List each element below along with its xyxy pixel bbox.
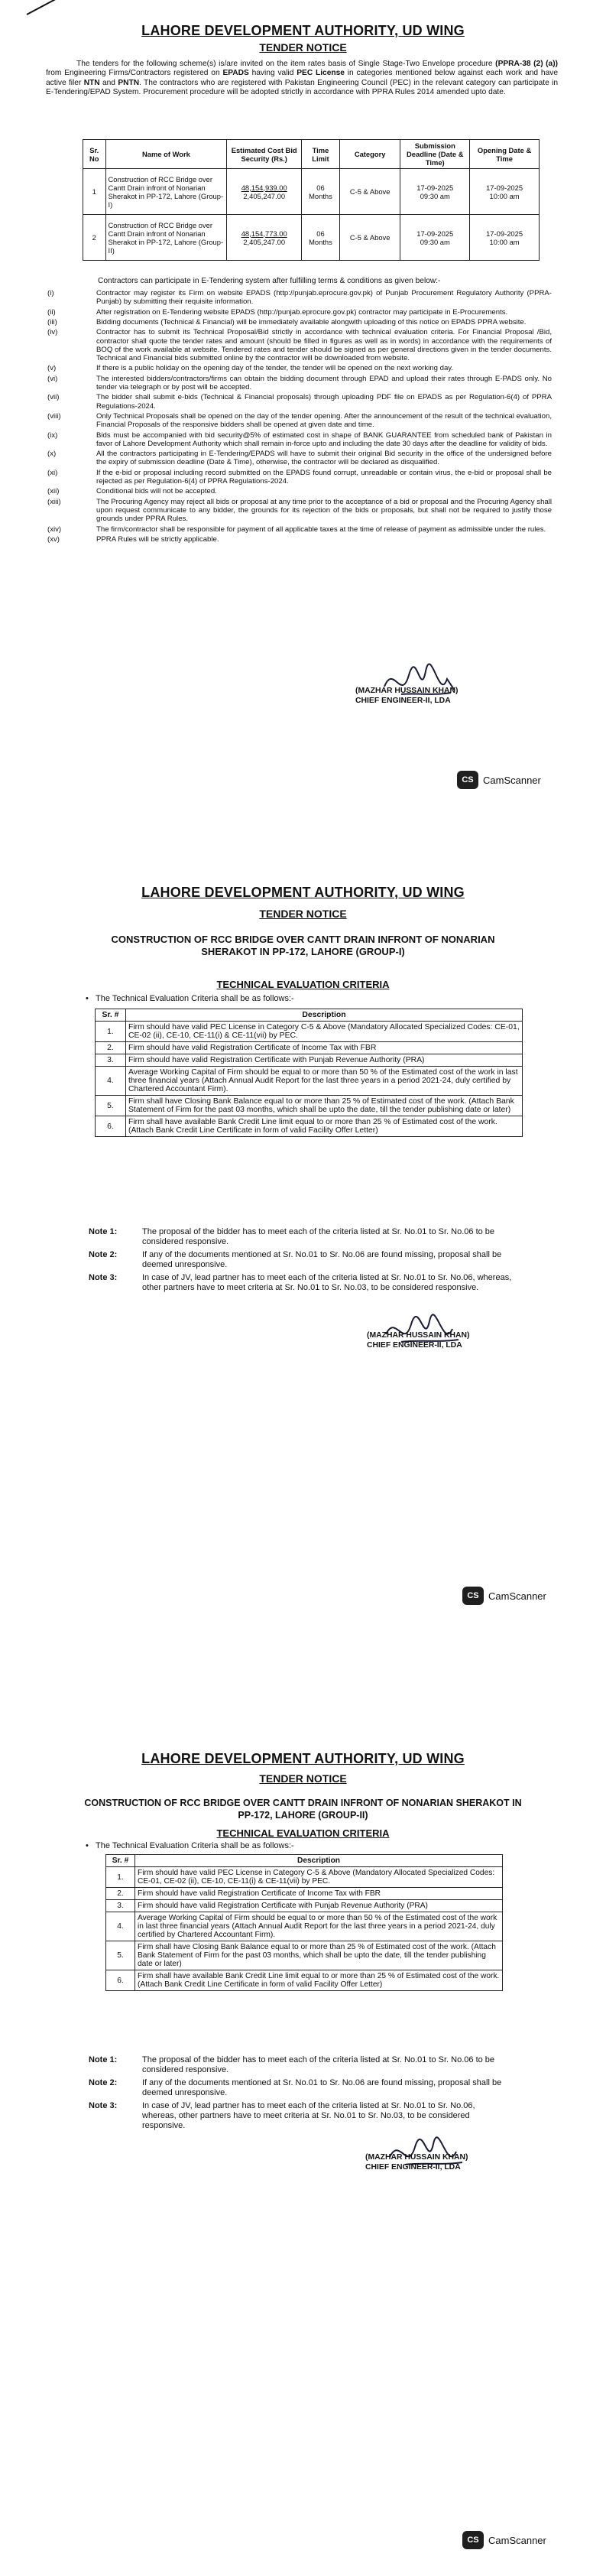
table-row [106, 1912, 503, 1941]
condition-item [47, 498, 552, 524]
notes-section [89, 2055, 509, 2134]
page-1 [0, 0, 606, 860]
table-row [96, 1022, 523, 1042]
criteria-description: Firm should have valid Registration Certificate of Income Tax with FBR [126, 1042, 523, 1054]
condition-item [47, 535, 552, 544]
note-label: Note 2: [89, 1250, 118, 1259]
page-title: LAHORE DEVELOPMENT AUTHORITY, UD WING [141, 885, 465, 900]
condition-item [47, 364, 552, 372]
condition-item [47, 412, 552, 429]
page-subtitle: TENDER NOTICE [259, 1772, 347, 1785]
criteria-number: 6. [106, 1970, 135, 1991]
criteria-number: 3. [106, 1900, 135, 1912]
table-row [106, 1900, 503, 1912]
table-row [96, 1067, 523, 1096]
condition-number: (xi) [47, 468, 58, 477]
criteria-number: 4. [96, 1067, 126, 1096]
signature-block [355, 687, 459, 706]
criteria-description: Firm should have valid Registration Certificate of Income Tax with FBR [135, 1888, 503, 1900]
th-sr: Sr. # [96, 1009, 126, 1022]
criteria-number: 1. [106, 1867, 135, 1888]
work-title: CONSTRUCTION OF RCC BRIDGE OVER CANTT DRAIN INFRONT OF NONARIAN SHERAKOT IN PP-172, LAHORE (GROUP-II) [84, 1798, 522, 1821]
condition-number: (vii) [47, 393, 60, 402]
tec-intro: • The Technical Evaluation Criteria shall be as follows:- [86, 1841, 294, 1850]
note-label: Note 3: [89, 2101, 118, 2110]
table-row [106, 1888, 503, 1900]
condition-item [47, 450, 552, 466]
condition-text: Bidding documents (Technical & Financial) will be immediately available alongwith uploading of this notice on EPADS PPRA website. [96, 317, 527, 326]
table-row: 2 Construction of RCC Bridge over Cantt Drain infront of Nonarian Sherakot in PP-172, Lahore (Group-II) 48,154,773.00 2,405,247.00 06 Months C-5 & Above 17-09-2025 09:30 am 17-09-2025 10:00 am [83, 215, 540, 261]
table-row [96, 1054, 523, 1067]
condition-item [47, 328, 552, 362]
th-sr: Sr. No [83, 140, 106, 169]
th-sr: Sr. # [106, 1855, 135, 1867]
condition-item [47, 431, 552, 448]
tec-table [105, 1854, 503, 1991]
note-item [89, 1227, 524, 1247]
criteria-description: Firm should have valid PEC License in Category C-5 & Above (Mandatory Allocated Specialized Codes: CE-01, CE-02 (ii), CE-10, CE-11(i) & CE-11(vii) by PEC. [126, 1022, 523, 1042]
camscanner-label: CamScanner [483, 774, 541, 786]
criteria-number: 2. [96, 1042, 126, 1054]
notes-section [89, 1227, 524, 1296]
camscanner-watermark [457, 771, 541, 789]
camscanner-logo-icon: CS [462, 2531, 484, 2549]
page-subtitle: TENDER NOTICE [259, 908, 347, 920]
note-item [89, 2101, 509, 2131]
signature-block [367, 1331, 470, 1350]
camscanner-logo-icon: CS [457, 771, 478, 789]
signature-block [365, 2153, 468, 2172]
table-row [106, 1867, 503, 1888]
table-row [96, 1042, 523, 1054]
criteria-number: 5. [106, 1941, 135, 1970]
condition-text: All the contractors participating in E-Tendering/EPADS will have to submit their original Bid security in the office of the undersigned before the expiry of submission deadline (Date & Time), otherwise, the contractor will be declared as disqualified. [96, 450, 552, 467]
condition-text: PPRA Rules will be strictly applicable. [96, 534, 219, 544]
condition-number: (ix) [47, 430, 58, 440]
condition-text: If the e-bid or proposal including record submitted on the EPADS found corrupt, unreadable or contain virus, the e-bid or proposal shall be rejected as per Regulation-6(4) of PPRA Regulations-2024. [96, 468, 552, 486]
condition-item [47, 318, 552, 326]
criteria-number: 3. [96, 1054, 126, 1067]
th-submission: Submission Deadline (Date & Time) [400, 140, 470, 169]
tec-intro: • The Technical Evaluation Criteria shall be as follows:- [86, 994, 294, 1003]
table-row [96, 1116, 523, 1137]
criteria-description: Firm should have valid Registration Certificate with Punjab Revenue Authority (PRA) [126, 1054, 523, 1067]
tender-table [83, 139, 540, 261]
criteria-description: Firm shall have Closing Bank Balance equal to or more than 25 % of Estimated cost of the work. (Attach Bank Statement of Firm for the past 03 months, which shall be upto the date, till the tender publishing date or later) [135, 1941, 503, 1970]
condition-number: (v) [47, 364, 57, 373]
criteria-number: 1. [96, 1022, 126, 1042]
criteria-description: Firm shall have available Bank Credit Line limit equal to or more than 25 % of Estimated cost of the work. (Attach Bank Credit Line Certificate in form of valid Facility Offer Letter) [135, 1970, 503, 1991]
th-category: Category [339, 140, 400, 169]
page-3 [0, 1720, 606, 2576]
camscanner-watermark [462, 2531, 546, 2549]
criteria-description: Firm shall have Closing Bank Balance equal to or more than 25 % of Estimated cost of the work. (Attach Bank Statement of Firm for the past 03 months, which shall be upto the date, till the tender publishing date or later) [126, 1096, 523, 1116]
note-text: The proposal of the bidder has to meet each of the criteria listed at Sr. No.01 to Sr. No.06 to be considered responsive. [142, 1227, 495, 1246]
condition-number: (xv) [47, 534, 60, 544]
th-description: Description [126, 1009, 523, 1022]
condition-item [47, 308, 552, 317]
signature-title: CHIEF ENGINEER-II, LDA [367, 1340, 462, 1350]
condition-text: After registration on E-Tendering website EPADS (http://punjab.eprocure.gov.pk) contractor may participate in E-Procurements. [96, 307, 508, 317]
condition-number: (xiii) [47, 497, 61, 506]
camscanner-logo-icon: CS [462, 1587, 484, 1605]
page-title: LAHORE DEVELOPMENT AUTHORITY, UD WING [141, 23, 465, 38]
th-work: Name of Work [105, 140, 227, 169]
condition-text: Contractor has to submit its Technical Proposal/Bid strictly in accordance with technical evaluation criteria. For Financial Proposal /Bid, contractor shall quote the tender rates and amount (should be filled in figures as well as in words) in accordance with the requirements of BOQ of the work available at website. Tendered rates and tender should be signed as per general directions given in the tender documents. Technical and Financial bids submitted online by the contractor will be downloaded from website. [96, 328, 552, 362]
criteria-description: Firm should have valid Registration Certificate with Punjab Revenue Authority (PRA) [135, 1900, 503, 1912]
camscanner-label: CamScanner [488, 1590, 546, 1602]
condition-text: Conditional bids will not be accepted. [96, 487, 217, 496]
tec-table [95, 1009, 523, 1137]
criteria-description: Firm should have valid PEC License in Category C-5 & Above (Mandatory Allocated Specialized Codes: CE-01, CE-02 (ii), CE-10, CE-11(i) & CE-11(vii) by PEC. [135, 1867, 503, 1888]
condition-item [47, 487, 552, 495]
th-description: Description [135, 1855, 503, 1867]
condition-number: (x) [47, 450, 57, 459]
condition-text: The bidder shall submit e-bids (Technical & Financial proposals) through uploading PDF file on EPADS as per Regulation-6(4) of PPRA Regulations-2024. [96, 393, 552, 411]
criteria-number: 2. [106, 1888, 135, 1900]
intro-paragraph: The tenders for the following scheme(s) is/are invited on the item rates basis of Single Stage-Two Envelope procedure (PPRA-38 (2) (a)) from Engineering Firms/Contractors registered on EPADS having valid PEC License in categories mentioned below against each work and have active filer NTN and PNTN. The contractors who are registered with Pakistan Engineering Council (PEC) in the relevant category can participate in E-Tendering/EPAD System. Procurement procedure will be adopted strictly in accordance with PPRA Rules 2014 amended upto date. [46, 60, 559, 96]
pen-stroke [27, 0, 115, 15]
criteria-number: 5. [96, 1096, 126, 1116]
condition-item [47, 469, 552, 486]
note-item [89, 1250, 524, 1270]
condition-text: Bids must be accompanied with bid security@5% of estimated cost in shape of BANK GUARANTEE from scheduled bank of Pakistan in favor of Lahore Development Authority which shall remain in-force upto and including the date 30 days after the deadline for validity of bids. [96, 430, 552, 448]
note-label: Note 2: [89, 2078, 118, 2087]
camscanner-label: CamScanner [488, 2534, 546, 2546]
criteria-number: 6. [96, 1116, 126, 1137]
condition-number: (vi) [47, 374, 58, 383]
signature-name: (MAZHAR HUSSAIN KHAN) [367, 1331, 470, 1340]
signature-title: CHIEF ENGINEER-II, LDA [355, 696, 451, 705]
criteria-description: Firm shall have available Bank Credit Line limit equal to or more than 25 % of Estimated cost of the work. (Attach Bank Credit Line Certificate in form of valid Facility Offer Letter) [126, 1116, 523, 1137]
camscanner-watermark [462, 1587, 546, 1605]
note-text: If any of the documents mentioned at Sr. No.01 to Sr. No.06 are found missing, proposal shall be deemed unresponsive. [142, 2078, 502, 2097]
th-cost: Estimated Cost Bid Security (Rs.) [227, 140, 302, 169]
note-text: In case of JV, lead partner has to meet each of the criteria listed at Sr. No.01 to Sr. No.06, whereas, other partners have to meet criteria at Sr. No.01 to Sr. No.03, to be considered responsive. [142, 2101, 475, 2130]
condition-text: Only Technical Proposals shall be opened on the day of the tender opening. After the announcement of the result of the technical evaluation, Financial Proposals of the responsive bidders shall be opened at given date and time. [96, 411, 552, 430]
table-row [96, 1096, 523, 1116]
condition-number: (xii) [47, 487, 60, 496]
condition-text: If there is a public holiday on the opening day of the tender, the tender will be opened on the next working day. [96, 364, 454, 373]
note-label: Note 1: [89, 1227, 118, 1236]
note-label: Note 3: [89, 1273, 118, 1282]
tec-title: TECHNICAL EVALUATION CRITERIA [216, 1827, 390, 1839]
note-text: If any of the documents mentioned at Sr. No.01 to Sr. No.06 are found missing, proposal shall be deemed unresponsive. [142, 1250, 502, 1269]
tec-title: TECHNICAL EVALUATION CRITERIA [216, 979, 390, 990]
condition-number: (iii) [47, 317, 57, 326]
condition-item [47, 289, 552, 306]
condition-text: The interested bidders/contractors/firms can obtain the bidding document through EPAD and upload their rates through E-PADS only. No tender via telegraph or by post will be accepted. [96, 374, 552, 391]
condition-number: (xiv) [47, 525, 62, 534]
criteria-description: Average Working Capital of Firm should be equal to or more than 50 % of the Estimated cost of the work in last three financial years (Attach Annual Audit Report for the last three years in a period 2021-24, duly certified by Chartered Accountant Firm). [135, 1912, 503, 1941]
table-row [106, 1970, 503, 1991]
criteria-description: Average Working Capital of Firm should be equal to or more than 50 % of the Estimated cost of the work in last three financial years (Attach Annual Audit Report for the last three years in a period 2021-24, duly certified by Chartered Accountant Firm). [126, 1067, 523, 1096]
th-opening: Opening Date & Time [470, 140, 540, 169]
note-text: The proposal of the bidder has to meet each of the criteria listed at Sr. No.01 to Sr. No.06 to be considered responsive. [142, 2055, 495, 2074]
condition-item [47, 525, 552, 534]
condition-item [47, 393, 552, 410]
condition-number: (iv) [47, 328, 58, 337]
page-subtitle: TENDER NOTICE [259, 41, 347, 54]
signature-title: CHIEF ENGINEER-II, LDA [365, 2162, 461, 2172]
conditions-list [47, 289, 552, 545]
conditions-heading: Contractors can participate in E-Tendering system after fulfilling terms & conditions as given below:- [98, 277, 441, 285]
page-title: LAHORE DEVELOPMENT AUTHORITY, UD WING [141, 1751, 465, 1766]
signature-name: (MAZHAR HUSSAIN KHAN) [355, 687, 459, 695]
page-2 [0, 860, 606, 1720]
th-time: Time Limit [301, 140, 339, 169]
condition-number: (viii) [47, 411, 61, 421]
condition-text: The Procuring Agency may reject all bids or proposal at any time prior to the acceptance of a bid or proposal and the Procuring Agency shall upon request communicate to any bidder, the grounds for its rejection of the bids or proposals, but shall not be required to justify those grounds under PPRA Rules. [96, 497, 552, 524]
condition-number: (i) [47, 289, 54, 297]
condition-number: (ii) [47, 307, 56, 317]
note-item [89, 2055, 509, 2075]
note-text: In case of JV, lead partner has to meet each of the criteria listed at Sr. No.01 to Sr. No.06, whereas, other partners have to meet criteria at Sr. No.01 to Sr. No.03, to be considered responsive. [142, 1273, 512, 1292]
work-title: CONSTRUCTION OF RCC BRIDGE OVER CANTT DRAIN INFRONT OF NONARIAN SHERAKOT IN PP-172, LAHORE (GROUP-I) [111, 934, 495, 957]
condition-text: Contractor may register its Firm on website EPADS (http://punjab.eprocure.gov.pk) of Punjab Procurement Regulatory Authority (PPRA-Punjab) by submitting their requisite information. [96, 289, 552, 307]
table-row [106, 1941, 503, 1970]
condition-text: The firm/contractor shall be responsible for payment of all applicable taxes at the time of release of payment as admissible under the rules. [96, 525, 546, 534]
table-row: 1 Construction of RCC Bridge over Cantt Drain infront of Nonarian Sherakot in PP-172, Lahore (Group-I) 48,154,939.00 2,405,247.00 06 Months C-5 & Above 17-09-2025 09:30 am 17-09-2025 10:00 am [83, 169, 540, 215]
condition-item [47, 375, 552, 391]
signature-name: (MAZHAR HUSSAIN KHAN) [365, 2153, 468, 2162]
note-item [89, 2078, 509, 2098]
note-item [89, 1273, 524, 1293]
note-label: Note 1: [89, 2055, 118, 2064]
criteria-number: 4. [106, 1912, 135, 1941]
